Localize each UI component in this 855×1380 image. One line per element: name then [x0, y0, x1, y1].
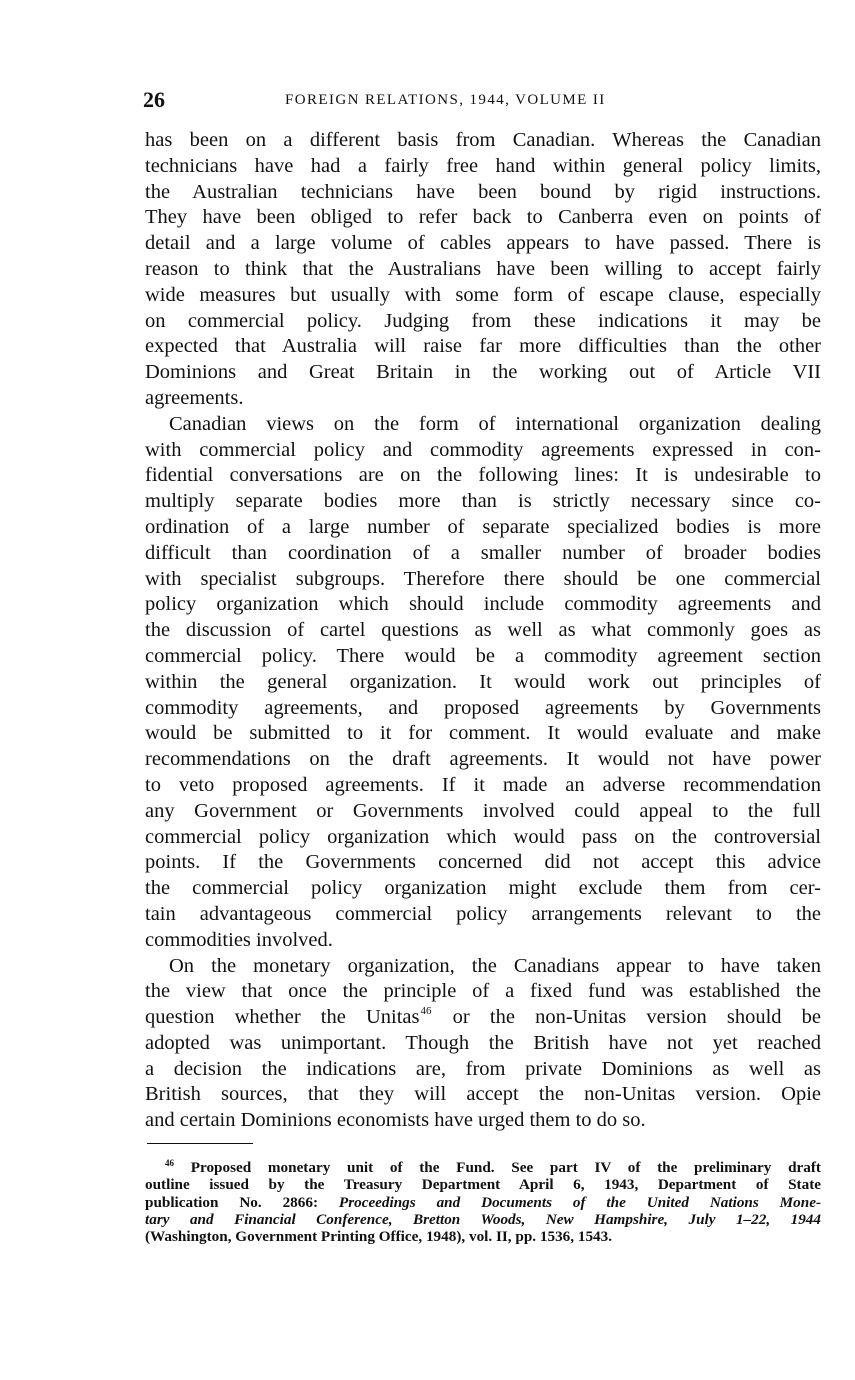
footnote-citation-title: tary and Financial Conference, Bretton Woods, New Hampshire, July 1–22, 1944 [145, 1210, 821, 1228]
text-line: the Australian technicians have been bound by rigid instructions. [145, 180, 821, 203]
footnote-text: publication No. 2866: [145, 1193, 319, 1211]
footnote-text: Proposed monetary unit of the Fund. See part IV of the preliminary draft [190, 1159, 821, 1176]
text-line: fidential conversations are on the following lines: It is undesirable to [145, 464, 821, 487]
footnote-line [145, 1159, 821, 1176]
footnote [145, 1159, 821, 1245]
text-line: with specialist subgroups. Therefore there should be one commercial [145, 567, 821, 590]
text-line: commercial policy organization which would pass on the controversial [145, 825, 821, 848]
text-line: points. If the Governments concerned did not accept this advice [145, 851, 821, 874]
page-number: 26 [143, 87, 165, 112]
footnote-line [145, 1194, 821, 1211]
footnote-marker: 46 [165, 1158, 174, 1168]
text-line: difficult than coordination of a smaller number of broader bodies [145, 541, 821, 564]
footnote-divider [147, 1143, 253, 1144]
text-line: policy organization which should include commodity agreements and [145, 593, 821, 616]
text-line: reason to think that the Australians have been willing to accept fairly [145, 257, 821, 280]
text-line: On the monetary organization, the Canadians appear to have taken [169, 954, 821, 977]
text-line: wide measures but usually with some form of escape clause, especially [145, 283, 821, 306]
text-line: the discussion of cartel questions as well as what commonly goes as [145, 619, 821, 642]
text-line: to veto proposed agreements. If it made an adverse recommendation [145, 773, 821, 796]
text-line: British sources, that they will accept the non-Unitas version. Opie [145, 1083, 821, 1106]
text-line: Canadian views on the form of international organization dealing [169, 412, 821, 435]
footnote-line [145, 1211, 821, 1228]
text-line: would be submitted to it for comment. It would evaluate and make [145, 722, 821, 745]
text-line: adopted was unimportant. Though the British have not yet reached [145, 1031, 821, 1054]
text-line: has been on a different basis from Canadian. Whereas the Canadian [145, 129, 821, 151]
text-line: on commercial policy. Judging from these indications it may be [145, 309, 821, 332]
text-line: recommendations on the draft agreements. It would not have power [145, 748, 821, 771]
text-line: within the general organization. It would work out principles of [145, 670, 821, 693]
text-segment: question whether the Unitas [145, 1006, 420, 1029]
text-line: technicians have had a fairly free hand within general policy limits, [145, 154, 821, 177]
text-line: commodities involved. [145, 928, 333, 951]
paragraph-2 [145, 412, 821, 954]
text-line: and certain Dominions economists have urged them to do so. [145, 1109, 646, 1132]
text-line: detail and a large volume of cables appears to have passed. There is [145, 232, 821, 255]
text-line: ordination of a large number of separate specialized bodies is more [145, 515, 821, 538]
text-line: multiply separate bodies more than is strictly necessary since co- [145, 490, 821, 513]
text-line: agreements. [145, 386, 244, 409]
footnote-citation-title: Proceedings and Documents of the United Nations Mone- [338, 1193, 822, 1211]
text-line: expected that Australia will raise far more difficulties than the other [145, 335, 821, 358]
text-line: commodity agreements, and proposed agreements by Governments [145, 696, 821, 719]
text-segment: or the non-Unitas version should be [452, 1006, 822, 1029]
running-title: FOREIGN RELATIONS, 1944, VOLUME II [285, 92, 606, 108]
running-head [143, 86, 820, 114]
paragraph-1 [145, 128, 821, 412]
text-line: any Government or Governments involved could appeal to the full [145, 799, 821, 822]
text-line: a decision the indications are, from private Dominions as well as [145, 1057, 821, 1080]
text-line: They have been obliged to refer back to Canberra even on points of [145, 206, 821, 229]
text-line: with commercial policy and commodity agreements expressed in con- [145, 438, 821, 461]
text-line: tain advantageous commercial policy arrangements relevant to the [145, 902, 821, 925]
text-line: the commercial policy organization might exclude them from cer- [145, 877, 821, 900]
footnote-line: outline issued by the Treasury Department April 6, 1943, Department of State [145, 1176, 821, 1194]
text-line-with-footnote-ref [145, 1005, 821, 1031]
body-text [145, 128, 821, 1134]
text-line: the view that once the principle of a fixed fund was established the [145, 980, 821, 1003]
text-line: commercial policy. There would be a commodity agreement section [145, 644, 821, 667]
footnote-line: (Washington, Government Printing Office, 1948), vol. II, pp. 1536, 1543. [145, 1228, 613, 1246]
text-line: Dominions and Great Britain in the working out of Article VII [145, 361, 821, 384]
paragraph-3 [145, 954, 821, 1135]
footnote-reference[interactable]: 46 [420, 1005, 432, 1018]
